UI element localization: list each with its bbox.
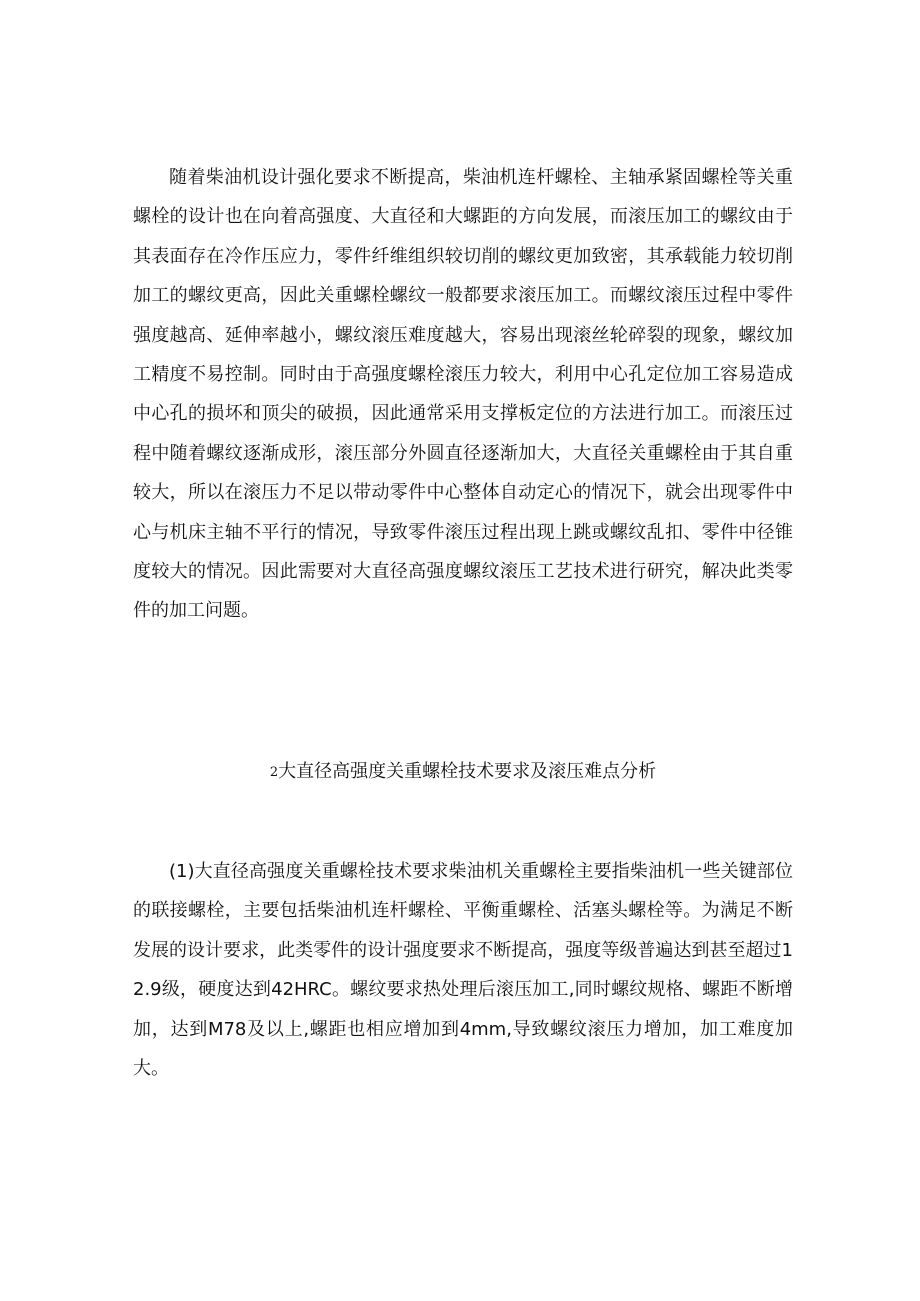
section-heading-number: 2 — [269, 765, 279, 780]
paragraph-intro: 随着柴油机设计强化要求不断提高，柴油机连杆螺栓、主轴承紧固螺栓等关重螺栓的设计也在向着高强度、大直径和大螺距的方向发展，而滚压加工的螺纹由于其表面存在冷作压应力，零件纤维组织较切削的螺纹更加致密，其承载能力较切削加工的螺纹更高，因此关重螺栓螺纹一般都要求滚压加工。而螺纹滚压过程中零件强度越高、延伸率越小，螺纹滚压难度越大，容易出现滚丝轮碎裂的现象，螺纹加工精度不易控制。同时由于高强度螺栓滚压力较大，利用中心孔定位加工容易造成中心孔的损坏和顶尖的破损，因此通常采用支撑板定位的方法进行加工。而滚压过程中随着螺纹逐渐成形，滚压部分外圆直径逐渐加大，大直径关重螺栓由于其自重较大，所以在滚压力不足以带动零件中心整体自动定心的情况下，就会出现零件中心与机床主轴不平行的情况，导致零件滚压过程出现上跳或螺纹乱扣、零件中径锥度较大的情况。因此需要对大直径高强度螺纹滚压工艺技术进行研究，解决此类零件的加工问题。 — [133, 167, 793, 622]
paragraph-technical-requirements: (1)大直径高强度关重螺栓技术要求柴油机关重螺栓主要指柴油机一些关键部位的联接螺栓，主要包括柴油机连杆螺栓、平衡重螺栓、活塞头螺栓等。为满足不断发展的设计要求，此类零件的设计强度要求不断提高，强度等级普遍达到甚至超过12.9级，硬度达到42HRC。螺纹要求热处理后滚压加工,同时螺纹规格、螺距不断增加，达到M78及以上,螺距也相应增加到4mm,导致螺纹滚压力增加，加工难度加大。 — [133, 861, 793, 1080]
section-heading — [133, 754, 793, 791]
section-heading-text: 大直径高强度关重螺栓技术要求及滚压难点分析 — [278, 761, 657, 782]
